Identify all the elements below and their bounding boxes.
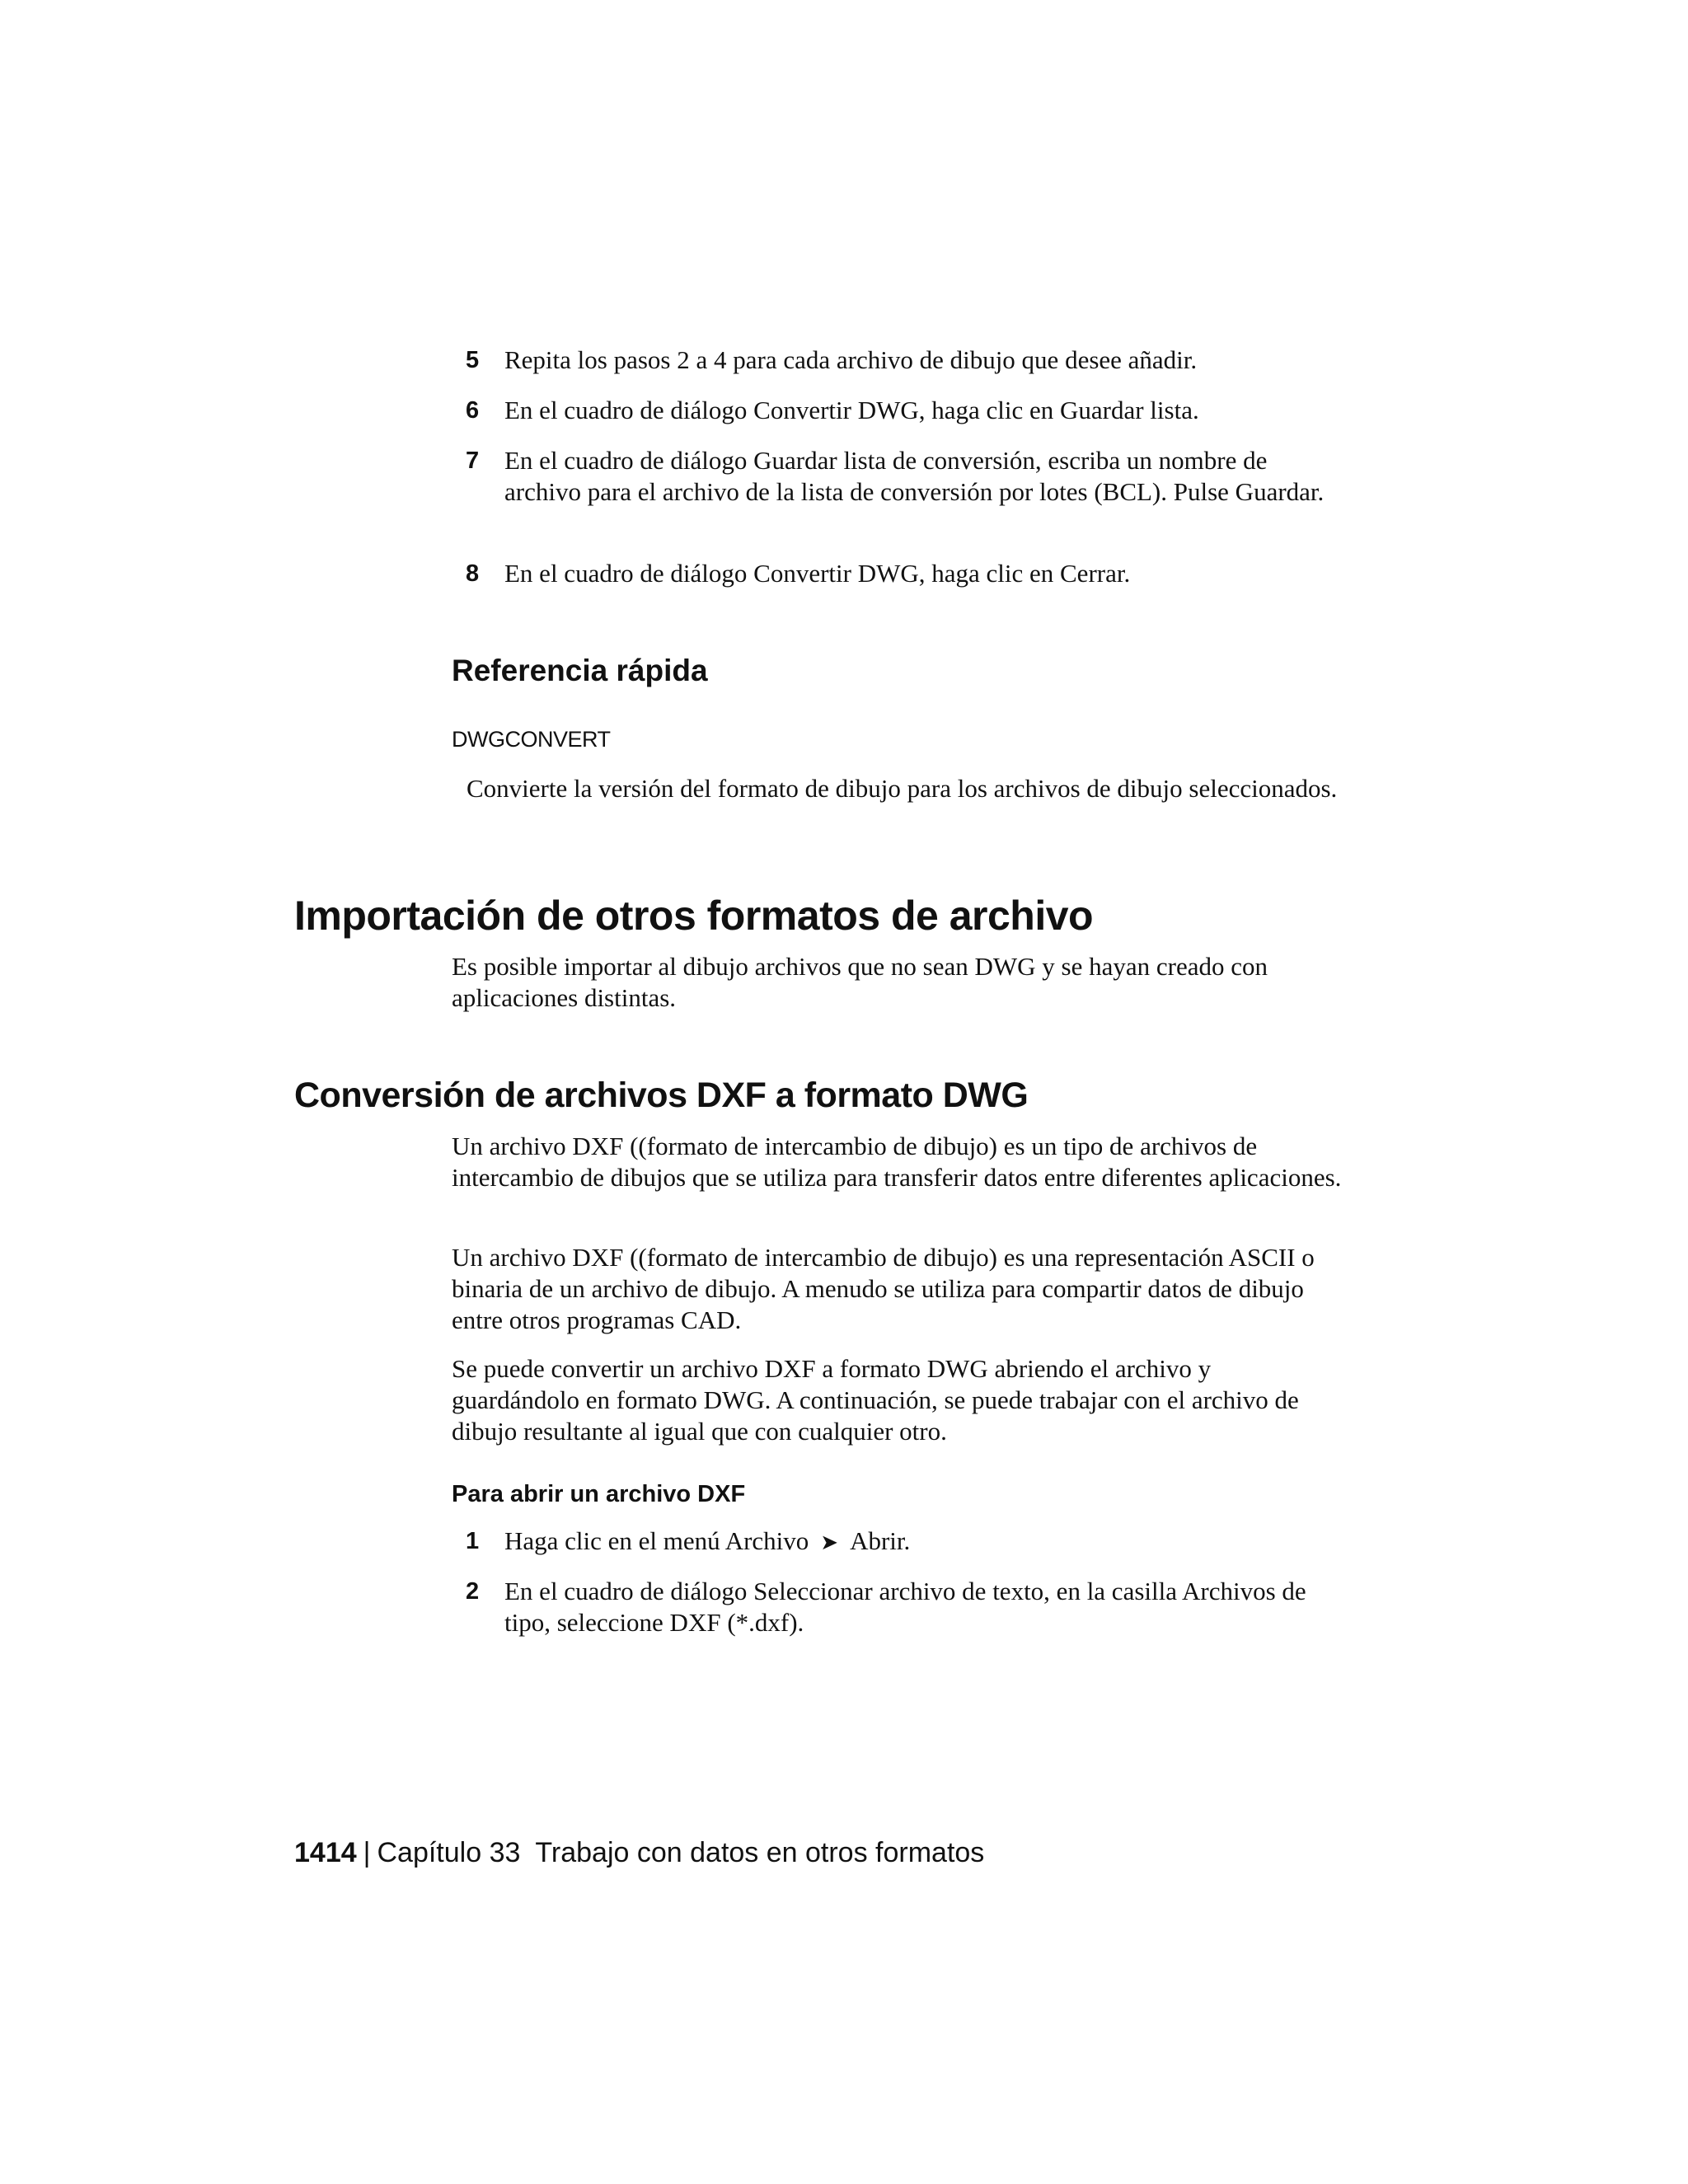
step-number: 7 [466, 448, 480, 474]
step-number: 5 [466, 347, 480, 373]
page-footer [294, 1836, 984, 1869]
step-number: 6 [466, 397, 480, 424]
procedure-heading: Para abrir un archivo DXF [452, 1481, 746, 1507]
import-section-paragraph: Es posible importar al dibujo archivos que no sean DWG y se hayan creado con aplicaciones distintas. [452, 952, 1268, 1012]
step-8 [466, 558, 1339, 589]
procedure-step-1 [466, 1526, 1339, 1558]
step-number: 1 [466, 1528, 480, 1554]
step-text [504, 1526, 1339, 1558]
step-text: En el cuadro de diálogo Guardar lista de conversión, escriba un nombre de archivo para el archivo de la lista de conversión por lotes (BCL). Pulse Guardar. [504, 446, 1325, 506]
step-6 [466, 395, 1339, 426]
step-text: Repita los pasos 2 a 4 para cada archivo de dibujo que desee añadir. [504, 345, 1198, 374]
step-text-before: Haga clic en el menú Archivo [504, 1526, 809, 1555]
step-number: 8 [466, 560, 480, 587]
step-number: 2 [466, 1578, 480, 1605]
dxf-paragraph-1: Un archivo DXF ((formato de intercambio de dibujo) es un tipo de archivos de intercambio de dibujos que se utiliza para transferir datos entre diferentes aplicaciones. [452, 1132, 1342, 1192]
step-7 [466, 445, 1339, 508]
dxf-paragraph-2: Un archivo DXF ((formato de intercambio de dibujo) es una representación ASCII o binaria de un archivo de dibujo. A menudo se utiliza para compartir datos de dibujo entre otros programas CAD. [452, 1243, 1315, 1334]
page-number: 1414 [294, 1837, 357, 1868]
chapter-title: Trabajo con datos en otros formatos [535, 1837, 985, 1868]
dxf-paragraph-3: Se puede convertir un archivo DXF a formato DWG abriendo el archivo y guardándolo en formato DWG. A continuación, se puede trabajar con el archivo de dibujo resultante al igual que con cualquier otro. [452, 1354, 1299, 1446]
step-text: En el cuadro de diálogo Seleccionar archivo de texto, en la casilla Archivos de tipo, seleccione DXF (*.dxf). [504, 1577, 1306, 1637]
chapter-label: Capítulo 33 [377, 1837, 521, 1868]
command-name: DWGCONVERT [452, 727, 611, 752]
command-description: Convierte la versión del formato de dibujo para los archivos de dibujo seleccionados. [467, 774, 1338, 803]
dxf-section-heading: Conversión de archivos DXF a formato DWG [294, 1076, 1029, 1115]
import-section-heading: Importación de otros formatos de archivo [294, 893, 1094, 939]
footer-separator: | [363, 1837, 371, 1868]
procedure-step-2 [466, 1576, 1339, 1638]
step-text: En el cuadro de diálogo Convertir DWG, haga clic en Guardar lista. [504, 396, 1199, 424]
step-5 [466, 344, 1339, 376]
step-text-after: Abrir. [850, 1526, 911, 1555]
menu-arrow-icon: ➤ [820, 1530, 839, 1554]
quick-reference-heading: Referencia rápida [452, 654, 708, 687]
step-text: En el cuadro de diálogo Convertir DWG, haga clic en Cerrar. [504, 559, 1131, 588]
